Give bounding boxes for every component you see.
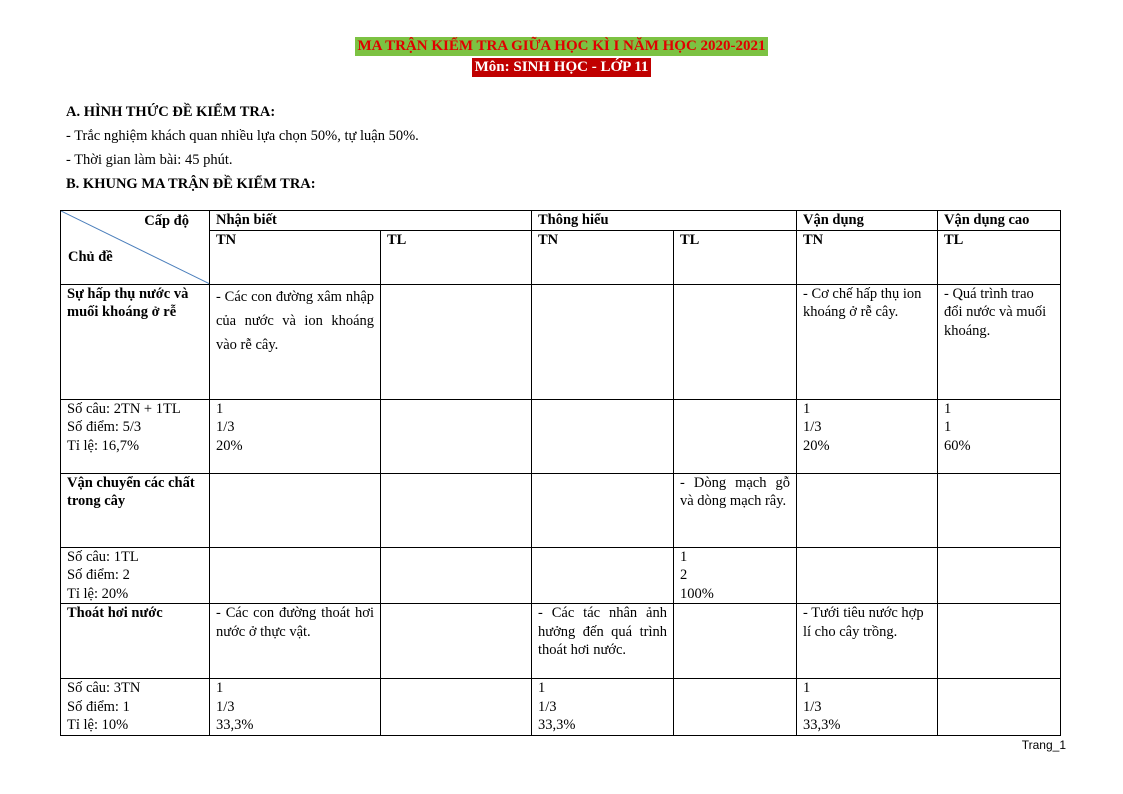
cell-vd-tn	[797, 473, 938, 547]
cell-nb-tl	[381, 284, 532, 399]
corner-cell	[61, 211, 210, 285]
cell-nb-tn	[210, 473, 381, 547]
cell-th-tn	[532, 284, 674, 399]
section-b-heading: B. KHUNG MA TRẬN ĐỀ KIỂM TRA:	[66, 176, 316, 192]
stats-vdc-tl	[938, 679, 1061, 736]
stats-nb-tl	[381, 399, 532, 473]
exam-matrix-table	[60, 210, 1061, 736]
stats-vdc-tl: 1 1 60%	[938, 399, 1061, 473]
stats-vdc-tl	[938, 547, 1061, 604]
stats-nb-tn: 1 1/3 33,3%	[210, 679, 381, 736]
page-number: Trang_1	[1021, 738, 1066, 752]
stats-vd-tn: 1 1/3 20%	[797, 399, 938, 473]
stats-th-tn	[532, 399, 674, 473]
stats-summary: Số câu: 1TL Số điểm: 2 Tỉ lệ: 20%	[61, 547, 210, 604]
topic-row	[61, 604, 1061, 679]
title-row	[0, 37, 1123, 56]
stats-th-tn: 1 1/3 33,3%	[532, 679, 674, 736]
subheader-th-tl: TL	[674, 230, 797, 284]
corner-topic-label: Chủ đề	[68, 249, 113, 265]
stats-row	[61, 679, 1061, 736]
section-a-heading: A. HÌNH THỨC ĐỀ KIỂM TRA:	[66, 104, 276, 120]
header-row-types	[61, 230, 1061, 284]
subheader-vdc-tl: TL	[938, 230, 1061, 284]
cell-th-tn: - Các tác nhân ảnh hưởng đến quá trình thoát hơi nước.	[532, 604, 674, 679]
stats-vd-tn	[797, 547, 938, 604]
stats-nb-tl	[381, 679, 532, 736]
topic-name: Thoát hơi nước	[61, 604, 210, 679]
cell-vd-tn: - Cơ chế hấp thụ ion khoáng ở rễ cây.	[797, 284, 938, 399]
stats-summary: Số câu: 2TN + 1TL Số điểm: 5/3 Tỉ lệ: 16,7%	[61, 399, 210, 473]
subheader-nb-tl: TL	[381, 230, 532, 284]
topic-name: Sự hấp thụ nước và muối khoáng ở rễ	[61, 284, 210, 399]
document-title: MA TRẬN KIỂM TRA GIỮA HỌC KÌ I NĂM HỌC 2020-2021	[357, 38, 766, 54]
subtitle-row	[0, 58, 1123, 77]
topic-name: Vận chuyển các chất trong cây	[61, 473, 210, 547]
section-a-line-2: - Thời gian làm bài: 45 phút.	[66, 152, 233, 168]
stats-row	[61, 547, 1061, 604]
level-thong-hieu: Thông hiểu	[532, 211, 797, 231]
stats-nb-tn	[210, 547, 381, 604]
stats-th-tl: 1 2 100%	[674, 547, 797, 604]
stats-row	[61, 399, 1061, 473]
section-a-line-1: - Trắc nghiệm khách quan nhiều lựa chọn 50%, tự luận 50%.	[66, 128, 419, 144]
corner-level-label: Cấp độ	[144, 213, 189, 229]
cell-vdc-tl	[938, 604, 1061, 679]
level-nhan-biet: Nhận biết	[210, 211, 532, 231]
level-van-dung: Vận dụng	[797, 211, 938, 231]
header-row-levels	[61, 211, 1061, 231]
stats-nb-tl	[381, 547, 532, 604]
stats-vd-tn: 1 1/3 33,3%	[797, 679, 938, 736]
cell-nb-tn: - Các con đường xâm nhập của nước và ion khoáng vào rễ cây.	[210, 284, 381, 399]
cell-nb-tl	[381, 473, 532, 547]
cell-th-tl	[674, 604, 797, 679]
cell-th-tn	[532, 473, 674, 547]
cell-vd-tn: - Tưới tiêu nước hợp lí cho cây trồng.	[797, 604, 938, 679]
subheader-th-tn: TN	[532, 230, 674, 284]
document-subtitle: Môn: SINH HỌC - LỚP 11	[472, 58, 652, 77]
cell-nb-tn: - Các con đường thoát hơi nước ở thực vật.	[210, 604, 381, 679]
cell-th-tl	[674, 284, 797, 399]
cell-vdc-tl: - Quá trình trao đổi nước và muối khoáng.	[938, 284, 1061, 399]
cell-nb-tl	[381, 604, 532, 679]
subheader-vd-tn: TN	[797, 230, 938, 284]
cell-vdc-tl	[938, 473, 1061, 547]
stats-nb-tn: 1 1/3 20%	[210, 399, 381, 473]
topic-row	[61, 284, 1061, 399]
stats-summary: Số câu: 3TN Số điểm: 1 Tỉ lệ: 10%	[61, 679, 210, 736]
stats-th-tl	[674, 399, 797, 473]
stats-th-tl	[674, 679, 797, 736]
topic-row	[61, 473, 1061, 547]
cell-th-tl: - Dòng mạch gỗ và dòng mạch rây.	[674, 473, 797, 547]
subheader-nb-tn: TN	[210, 230, 381, 284]
level-van-dung-cao: Vận dụng cao	[938, 211, 1061, 231]
stats-th-tn	[532, 547, 674, 604]
